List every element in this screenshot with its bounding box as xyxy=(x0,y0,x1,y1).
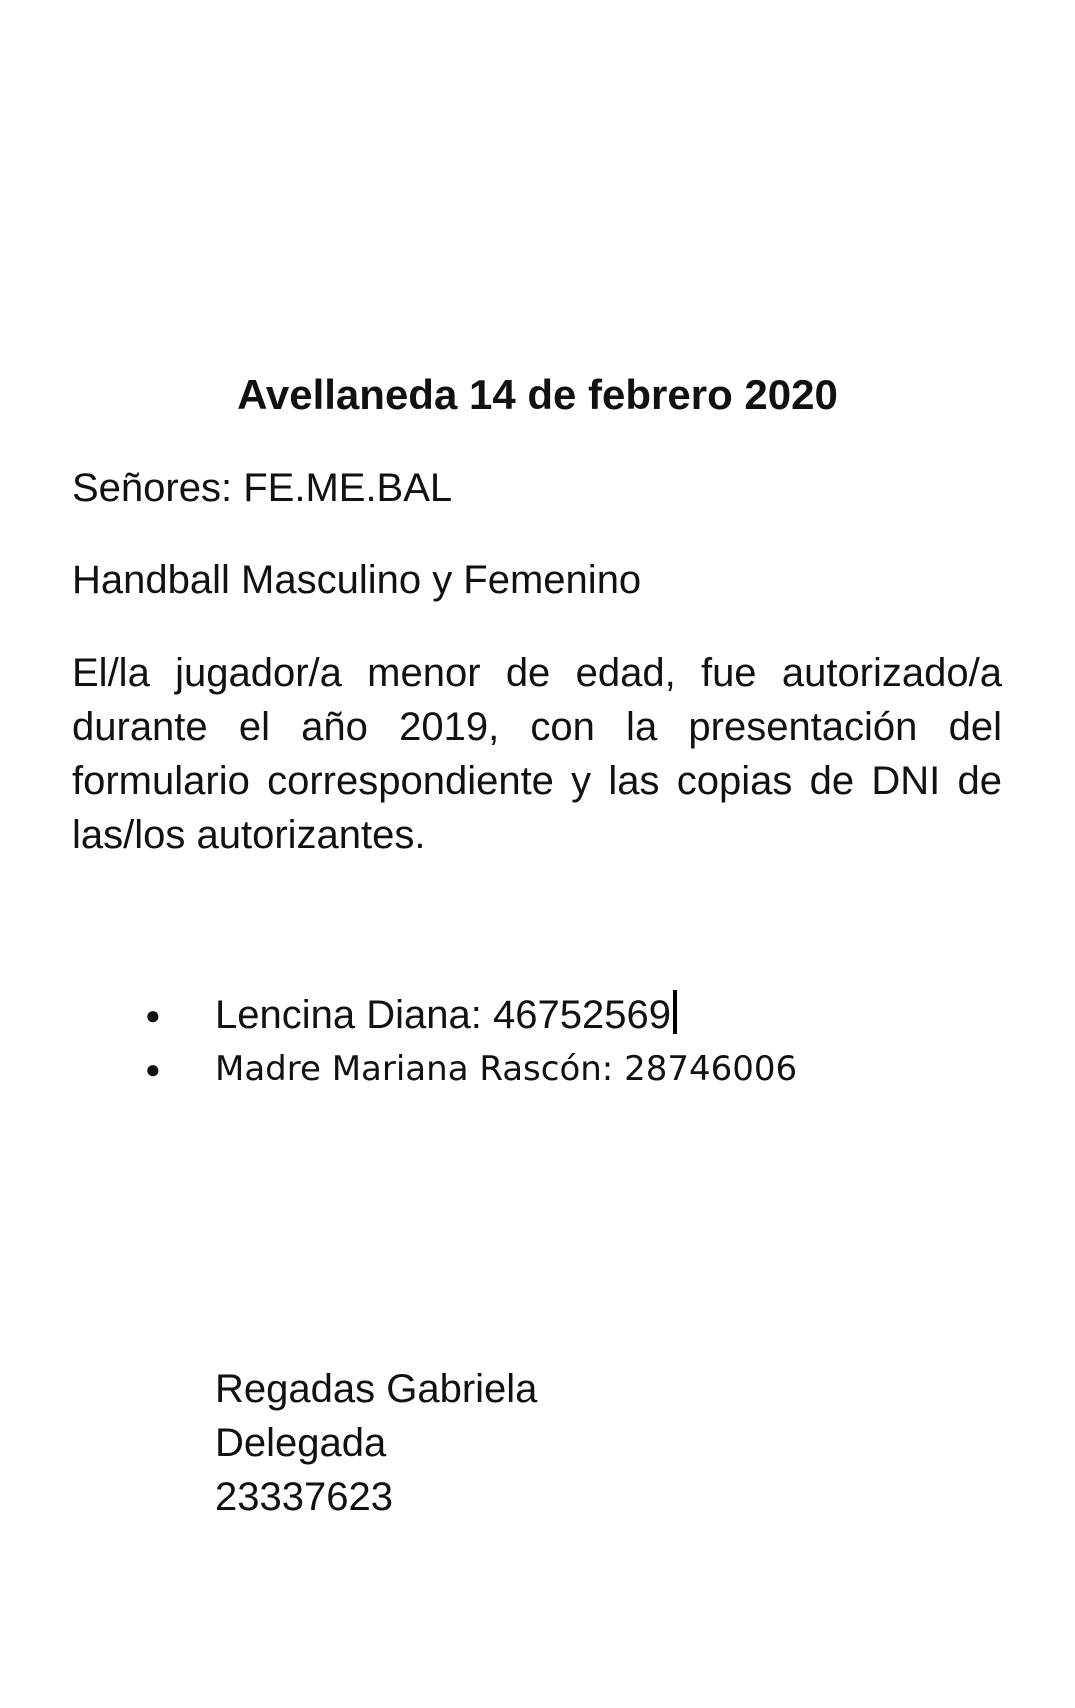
list-item-text[interactable] xyxy=(215,988,677,1042)
list-item-label: Lencina Diana: 46752569 xyxy=(215,993,671,1037)
recipient-line: Señores: FE.ME.BAL xyxy=(72,466,453,510)
signature-name: Regadas Gabriela xyxy=(215,1367,538,1411)
subject-line: Handball Masculino y Femenino xyxy=(72,558,642,602)
signature-block xyxy=(215,1362,537,1524)
signature-role: Delegada xyxy=(215,1421,387,1465)
bullet-icon: ● xyxy=(145,1000,161,1030)
date-heading: Avellaneda 14 de febrero 2020 xyxy=(237,371,838,418)
text-cursor-icon xyxy=(673,990,677,1034)
list-item-text: Madre Mariana Rascón: 28746006 xyxy=(215,1049,798,1089)
signature-id: 23337623 xyxy=(215,1475,393,1519)
bullet-icon: ● xyxy=(145,1054,161,1084)
body-paragraph: El/la jugador/a menor de edad, fue autorizado/a durante el año 2019, con la presentación del formulario correspondiente y las copias de DNI de las/los autorizantes. xyxy=(72,651,1002,857)
